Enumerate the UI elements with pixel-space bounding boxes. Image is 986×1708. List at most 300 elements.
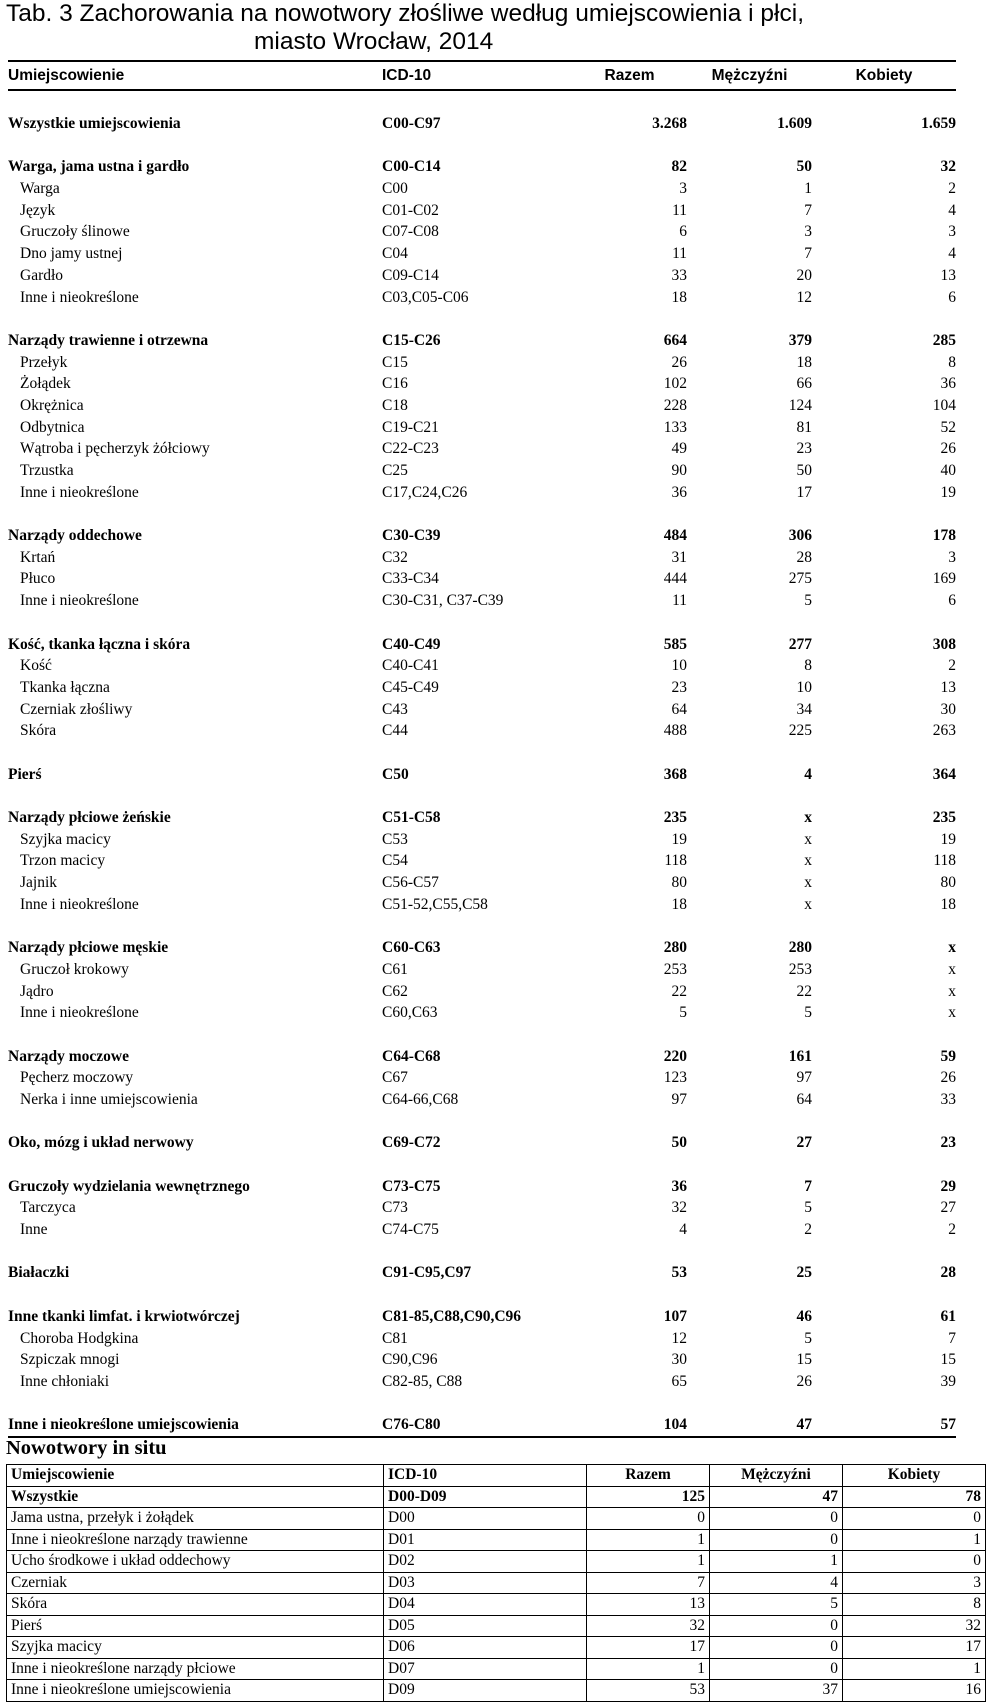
cell-location: Narządy moczowe <box>8 1047 129 1065</box>
spacer-cell <box>8 308 956 330</box>
cell-men: 253 <box>788 960 812 978</box>
insitu-cell-location: Pierś <box>7 1615 384 1637</box>
insitu-row <box>7 1572 986 1594</box>
insitu-cell-total: 53 <box>587 1680 710 1702</box>
main-incidence-table <box>8 60 956 1438</box>
group-spacer <box>8 785 956 807</box>
cell-men: 50 <box>796 158 812 176</box>
subcategory-row <box>8 590 956 612</box>
insitu-cell-location: Jama ustna, przełyk i żołądek <box>7 1508 384 1530</box>
cell-total: 107 <box>663 1307 687 1325</box>
cell-total: 26 <box>671 353 687 371</box>
cell-women: 19 <box>940 483 956 501</box>
cell-women: 59 <box>940 1047 956 1065</box>
cell-women: 13 <box>940 266 956 284</box>
cell-location: Warga, jama ustna i gardło <box>8 158 190 176</box>
category-row <box>8 1262 956 1284</box>
insitu-cell-men: 37 <box>710 1680 843 1702</box>
cell-icd10: C07-C08 <box>382 223 439 241</box>
cell-women: 19 <box>940 830 956 848</box>
insitu-cell-icd10: D04 <box>384 1594 587 1616</box>
cell-women: 6 <box>948 288 956 306</box>
cell-women: x <box>948 939 956 957</box>
insitu-table <box>6 1464 986 1702</box>
subcategory-row <box>8 893 956 915</box>
cell-total: 22 <box>671 982 687 1000</box>
spacer-cell <box>8 134 956 156</box>
group-spacer <box>8 1392 956 1414</box>
insitu-cell-total: 1 <box>587 1551 710 1573</box>
cell-location: Jądro <box>20 982 54 1000</box>
insitu-cell-location: Inne i nieokreślone narządy trawienne <box>7 1529 384 1551</box>
cell-women: 7 <box>948 1329 956 1347</box>
cell-total: 64 <box>671 700 687 718</box>
category-row <box>8 937 956 959</box>
cell-location: Narządy płciowe męskie <box>8 939 169 957</box>
group-spacer <box>8 1154 956 1176</box>
group-spacer <box>8 90 956 113</box>
cell-total: 228 <box>663 396 687 414</box>
cell-women: 52 <box>940 418 956 436</box>
category-row <box>8 1414 956 1437</box>
insitu-cell-total: 0 <box>587 1508 710 1530</box>
insitu-cell-women: 17 <box>843 1637 986 1659</box>
spacer-cell <box>8 1110 956 1132</box>
cell-icd10: C56-C57 <box>382 874 439 892</box>
cell-location: Tkanka łączna <box>20 678 110 696</box>
page-title <box>6 0 956 56</box>
header-icd10: ICD-10 <box>382 61 572 90</box>
cell-total: 484 <box>663 527 687 545</box>
cell-women: 26 <box>940 440 956 458</box>
cell-icd10: C69-C72 <box>382 1134 441 1152</box>
cell-total: 33 <box>671 266 687 284</box>
cell-women: 178 <box>932 527 956 545</box>
cell-icd10: C19-C21 <box>382 418 439 436</box>
cell-icd10: C91-C95,C97 <box>382 1264 472 1282</box>
cell-icd10: C73-C75 <box>382 1177 441 1195</box>
cell-men: 5 <box>804 1199 812 1217</box>
cell-men: 34 <box>796 700 812 718</box>
cell-location: Narządy trawienne i otrzewna <box>8 331 209 349</box>
subcategory-row <box>8 221 956 243</box>
cell-total: 664 <box>663 331 687 349</box>
cell-men: 275 <box>788 570 812 588</box>
cell-location: Język <box>20 201 56 219</box>
insitu-cell-total: 13 <box>587 1594 710 1616</box>
cell-location: Narządy oddechowe <box>8 527 142 545</box>
cell-total: 18 <box>671 288 687 306</box>
subcategory-row <box>8 243 956 265</box>
group-spacer <box>8 503 956 525</box>
cell-total: 102 <box>663 375 687 393</box>
spacer-cell <box>8 1392 956 1414</box>
cell-location: Inne i nieokreślone <box>20 1004 139 1022</box>
cell-total: 6 <box>679 223 687 241</box>
cell-location: Pęcherz moczowy <box>20 1069 134 1087</box>
cell-icd10: C18 <box>382 396 408 414</box>
subcategory-row <box>8 828 956 850</box>
category-row <box>8 525 956 547</box>
subcategory-row <box>8 395 956 417</box>
group-spacer <box>8 915 956 937</box>
insitu-row <box>7 1486 986 1508</box>
cell-women: 15 <box>940 1351 956 1369</box>
cell-women: 4 <box>948 201 956 219</box>
cell-location: Choroba Hodgkina <box>20 1329 139 1347</box>
cell-women: 8 <box>948 353 956 371</box>
cell-men: x <box>804 895 812 913</box>
cell-women: 13 <box>940 678 956 696</box>
insitu-cell-men: 0 <box>710 1529 843 1551</box>
subcategory-row <box>8 1067 956 1089</box>
subcategory-row <box>8 1371 956 1393</box>
cell-location: Przełyk <box>20 353 68 371</box>
insitu-cell-location: Szyjka macicy <box>7 1637 384 1659</box>
group-spacer <box>8 1240 956 1262</box>
insitu-table-body <box>7 1486 986 1701</box>
cell-men: x <box>804 809 812 827</box>
cell-women: 263 <box>932 722 956 740</box>
cell-total: 133 <box>663 418 687 436</box>
subcategory-row <box>8 373 956 395</box>
insitu-header-row <box>7 1465 986 1487</box>
insitu-cell-women: 78 <box>843 1486 986 1508</box>
subcategory-row <box>8 1002 956 1024</box>
cell-location: Nerka i inne umiejscowienia <box>20 1090 198 1108</box>
cell-location: Okrężnica <box>20 396 84 414</box>
cell-women: 2 <box>948 1221 956 1239</box>
cell-icd10: C61 <box>382 960 408 978</box>
cell-icd10: C15-C26 <box>382 331 441 349</box>
spacer-cell <box>8 915 956 937</box>
cell-men: 8 <box>804 657 812 675</box>
spacer-cell <box>8 742 956 764</box>
cell-icd10: C45-C49 <box>382 678 439 696</box>
insitu-cell-men: 0 <box>710 1637 843 1659</box>
cell-women: 235 <box>932 809 956 827</box>
cell-women: 80 <box>940 874 956 892</box>
insitu-row <box>7 1508 986 1530</box>
cell-location: Inne i nieokreślone <box>20 483 139 501</box>
insitu-cell-total: 32 <box>587 1615 710 1637</box>
cell-icd10: C82-85, C88 <box>382 1372 463 1390</box>
cell-men: 23 <box>796 440 812 458</box>
cell-location: Oko, mózg i układ nerwowy <box>8 1134 194 1152</box>
insitu-cell-location: Ucho środkowe i układ oddechowy <box>7 1551 384 1573</box>
cell-total: 30 <box>671 1351 687 1369</box>
cell-location: Inne i nieokreślone <box>20 288 139 306</box>
cell-location: Białaczki <box>8 1264 70 1282</box>
cell-total: 368 <box>663 765 687 783</box>
cell-men: 7 <box>804 1177 812 1195</box>
insitu-cell-women: 8 <box>843 1594 986 1616</box>
subcategory-row <box>8 959 956 981</box>
cell-men: 46 <box>796 1307 812 1325</box>
group-spacer <box>8 742 956 764</box>
insitu-row <box>7 1529 986 1551</box>
cell-total: 36 <box>671 1177 687 1195</box>
cell-total: 3.268 <box>652 115 687 133</box>
cell-total: 444 <box>663 570 687 588</box>
header-location: Umiejscowienie <box>8 61 382 90</box>
cell-location: Wszystkie umiejscowienia <box>8 115 181 133</box>
cell-location: Gruczoły ślinowe <box>20 223 130 241</box>
cell-women: 6 <box>948 592 956 610</box>
insitu-cell-men: 5 <box>710 1594 843 1616</box>
cell-men: 379 <box>788 331 812 349</box>
subcategory-row <box>8 568 956 590</box>
cell-icd10: C00-C97 <box>382 115 441 133</box>
cell-women: 30 <box>940 700 956 718</box>
spacer-cell <box>8 612 956 634</box>
insitu-cell-men: 0 <box>710 1658 843 1680</box>
cell-women: 364 <box>932 765 956 783</box>
insitu-cell-location: Czerniak <box>7 1572 384 1594</box>
cell-men: 18 <box>796 353 812 371</box>
cell-women: 57 <box>812 1414 956 1437</box>
cell-icd10: C67 <box>382 1069 408 1087</box>
subcategory-row <box>8 481 956 503</box>
cell-location: Kość, tkanka łączna i skóra <box>8 635 191 653</box>
header-total: Razem <box>572 61 687 90</box>
category-row <box>8 1045 956 1067</box>
spacer-cell <box>8 1240 956 1262</box>
cell-location: Tarczyca <box>20 1199 76 1217</box>
cell-icd10: C01-C02 <box>382 201 439 219</box>
cell-icd10: C81 <box>382 1329 408 1347</box>
cell-women: 32 <box>940 158 956 176</box>
cell-icd10: C76-C80 <box>382 1414 572 1437</box>
cell-women: 40 <box>940 462 956 480</box>
insitu-row <box>7 1615 986 1637</box>
subcategory-row <box>8 720 956 742</box>
cell-women: 3 <box>948 223 956 241</box>
cell-icd10: C15 <box>382 353 408 371</box>
cell-location: Czerniak złośliwy <box>20 700 133 718</box>
cell-total: 3 <box>679 180 687 198</box>
insitu-section-title: Nowotwory in situ <box>6 1437 167 1459</box>
cell-total: 118 <box>664 852 687 870</box>
cell-total: 23 <box>671 678 687 696</box>
cell-total: 50 <box>671 1134 687 1152</box>
category-row <box>8 330 956 352</box>
cell-icd10: C40-C41 <box>382 657 439 675</box>
cell-location: Dno jamy ustnej <box>20 245 123 263</box>
cell-icd10: C44 <box>382 722 408 740</box>
cell-icd10: C33-C34 <box>382 570 439 588</box>
cell-women: 36 <box>940 375 956 393</box>
insitu-cell-icd10: D03 <box>384 1572 587 1594</box>
cell-icd10: C50 <box>382 765 409 783</box>
subcategory-row <box>8 655 956 677</box>
category-row <box>8 113 956 135</box>
insitu-cell-total: 1 <box>587 1529 710 1551</box>
cell-icd10: C17,C24,C26 <box>382 483 468 501</box>
cell-men: x <box>804 874 812 892</box>
group-spacer <box>8 1284 956 1306</box>
group-spacer <box>8 134 956 156</box>
cell-women: 2 <box>948 657 956 675</box>
cell-location: Krtań <box>20 548 56 566</box>
cell-women: 18 <box>940 895 956 913</box>
cell-women: 3 <box>948 548 956 566</box>
cell-women: 285 <box>932 331 956 349</box>
cell-icd10: C81-85,C88,C90,C96 <box>382 1307 522 1325</box>
cell-total: 123 <box>663 1069 687 1087</box>
cell-total: 18 <box>671 895 687 913</box>
cell-total: 12 <box>671 1329 687 1347</box>
spacer-cell <box>8 1024 956 1046</box>
subcategory-row <box>8 1197 956 1219</box>
cell-location: Inne i nieokreślone <box>20 592 139 610</box>
cell-men: 26 <box>796 1372 812 1390</box>
subcategory-row <box>8 1349 956 1371</box>
insitu-cell-icd10: D05 <box>384 1615 587 1637</box>
cell-women: 27 <box>940 1199 956 1217</box>
cell-location: Trzustka <box>20 462 74 480</box>
category-row <box>8 156 956 178</box>
cell-men: 17 <box>796 483 812 501</box>
insitu-row <box>7 1637 986 1659</box>
subcategory-row <box>8 438 956 460</box>
category-row <box>8 807 956 829</box>
cell-women: 29 <box>940 1177 956 1195</box>
cell-total: 36 <box>671 483 687 501</box>
subcategory-row <box>8 416 956 438</box>
cell-icd10: C04 <box>382 245 408 263</box>
cell-location: Wątroba i pęcherzyk żółciowy <box>20 440 210 458</box>
spacer-cell <box>8 503 956 525</box>
header-women: Kobiety <box>812 61 956 90</box>
cell-location: Jajnik <box>20 874 58 892</box>
cell-total: 235 <box>663 809 687 827</box>
cell-icd10: C30-C39 <box>382 527 441 545</box>
cell-location: Inne i nieokreślone umiejscowienia <box>8 1414 382 1437</box>
cell-location: Gruczoł krokowy <box>20 960 129 978</box>
cell-total: 49 <box>671 440 687 458</box>
main-table-body <box>8 90 956 1437</box>
insitu-cell-women: 0 <box>843 1508 986 1530</box>
main-table-header-row <box>8 61 956 90</box>
cell-men: 7 <box>804 201 812 219</box>
cell-icd10: C00 <box>382 180 408 198</box>
cell-total: 10 <box>671 657 687 675</box>
cell-women: 39 <box>940 1372 956 1390</box>
title-line-1: Tab. 3 Zachorowania na nowotwory złośliwe według umiejscowienia i płci, <box>6 0 804 27</box>
cell-icd10: C25 <box>382 462 408 480</box>
cell-men: 1.609 <box>777 115 812 133</box>
cell-men: 64 <box>796 1090 812 1108</box>
cell-total: 104 <box>572 1414 687 1437</box>
cell-men: 277 <box>788 635 812 653</box>
insitu-cell-icd10: D06 <box>384 1637 587 1659</box>
category-row <box>8 633 956 655</box>
cell-women: x <box>948 1004 956 1022</box>
cell-total: 488 <box>663 722 687 740</box>
spacer-cell <box>8 785 956 807</box>
cell-men: 3 <box>804 223 812 241</box>
insitu-cell-women: 3 <box>843 1572 986 1594</box>
cell-icd10: C30-C31, C37-C39 <box>382 592 504 610</box>
cell-men: 161 <box>788 1047 812 1065</box>
cell-total: 11 <box>672 201 687 219</box>
cell-men: 306 <box>788 527 812 545</box>
cell-men: 280 <box>788 939 812 957</box>
cell-icd10: C00-C14 <box>382 158 441 176</box>
cell-total: 19 <box>671 830 687 848</box>
cell-icd10: C62 <box>382 982 408 1000</box>
cell-total: 31 <box>671 548 687 566</box>
cell-men: 50 <box>796 462 812 480</box>
category-row <box>8 1306 956 1328</box>
subcategory-row <box>8 199 956 221</box>
cell-icd10: C03,C05-C06 <box>382 288 469 306</box>
subcategory-row <box>8 677 956 699</box>
cell-women: 61 <box>940 1307 956 1325</box>
cell-men: 7 <box>804 245 812 263</box>
insitu-cell-location: Wszystkie <box>7 1486 384 1508</box>
cell-location: Gardło <box>20 266 64 284</box>
cell-total: 80 <box>671 874 687 892</box>
insitu-cell-women: 0 <box>843 1551 986 1573</box>
cell-men: 2 <box>804 1221 812 1239</box>
cell-total: 585 <box>663 635 687 653</box>
category-row <box>8 763 956 785</box>
insitu-cell-total: 7 <box>587 1572 710 1594</box>
header-men: Mężczyźni <box>687 61 812 90</box>
cell-men: 12 <box>796 288 812 306</box>
cell-men: 5 <box>804 1329 812 1347</box>
cell-men: 15 <box>796 1351 812 1369</box>
cell-total: 220 <box>663 1047 687 1065</box>
cell-location: Inne <box>20 1221 48 1239</box>
insitu-cell-icd10: D00 <box>384 1508 587 1530</box>
cell-icd10: C64-C68 <box>382 1047 441 1065</box>
title-line-2: miasto Wrocław, 2014 <box>254 28 494 55</box>
insitu-cell-location: Skóra <box>7 1594 384 1616</box>
cell-women: 308 <box>932 635 956 653</box>
group-spacer <box>8 1110 956 1132</box>
cell-location: Inne tkanki limfat. i krwiotwórczej <box>8 1307 240 1325</box>
subcategory-row <box>8 546 956 568</box>
cell-women: 26 <box>940 1069 956 1087</box>
cell-total: 4 <box>679 1221 687 1239</box>
cell-icd10: C51-C58 <box>382 809 441 827</box>
cell-men: 20 <box>796 266 812 284</box>
insitu-cell-women: 32 <box>843 1615 986 1637</box>
insitu-cell-men: 1 <box>710 1551 843 1573</box>
subcategory-row <box>8 286 956 308</box>
cell-location: Szpiczak mnogi <box>20 1351 120 1369</box>
cell-total: 5 <box>679 1004 687 1022</box>
cell-total: 11 <box>672 245 687 263</box>
insitu-cell-total: 17 <box>587 1637 710 1659</box>
subcategory-row <box>8 872 956 894</box>
cell-men: 22 <box>796 982 812 1000</box>
cell-location: Skóra <box>20 722 57 740</box>
cell-location: Szyjka macicy <box>20 830 111 848</box>
cell-men: 27 <box>796 1134 812 1152</box>
spacer-cell <box>8 90 956 113</box>
insitu-cell-men: 4 <box>710 1572 843 1594</box>
cell-icd10: C40-C49 <box>382 635 441 653</box>
category-row <box>8 1175 956 1197</box>
insitu-header-men: Mężczyźni <box>710 1465 843 1487</box>
cell-men: 47 <box>687 1414 812 1437</box>
category-row <box>8 1132 956 1154</box>
subcategory-row <box>8 265 956 287</box>
